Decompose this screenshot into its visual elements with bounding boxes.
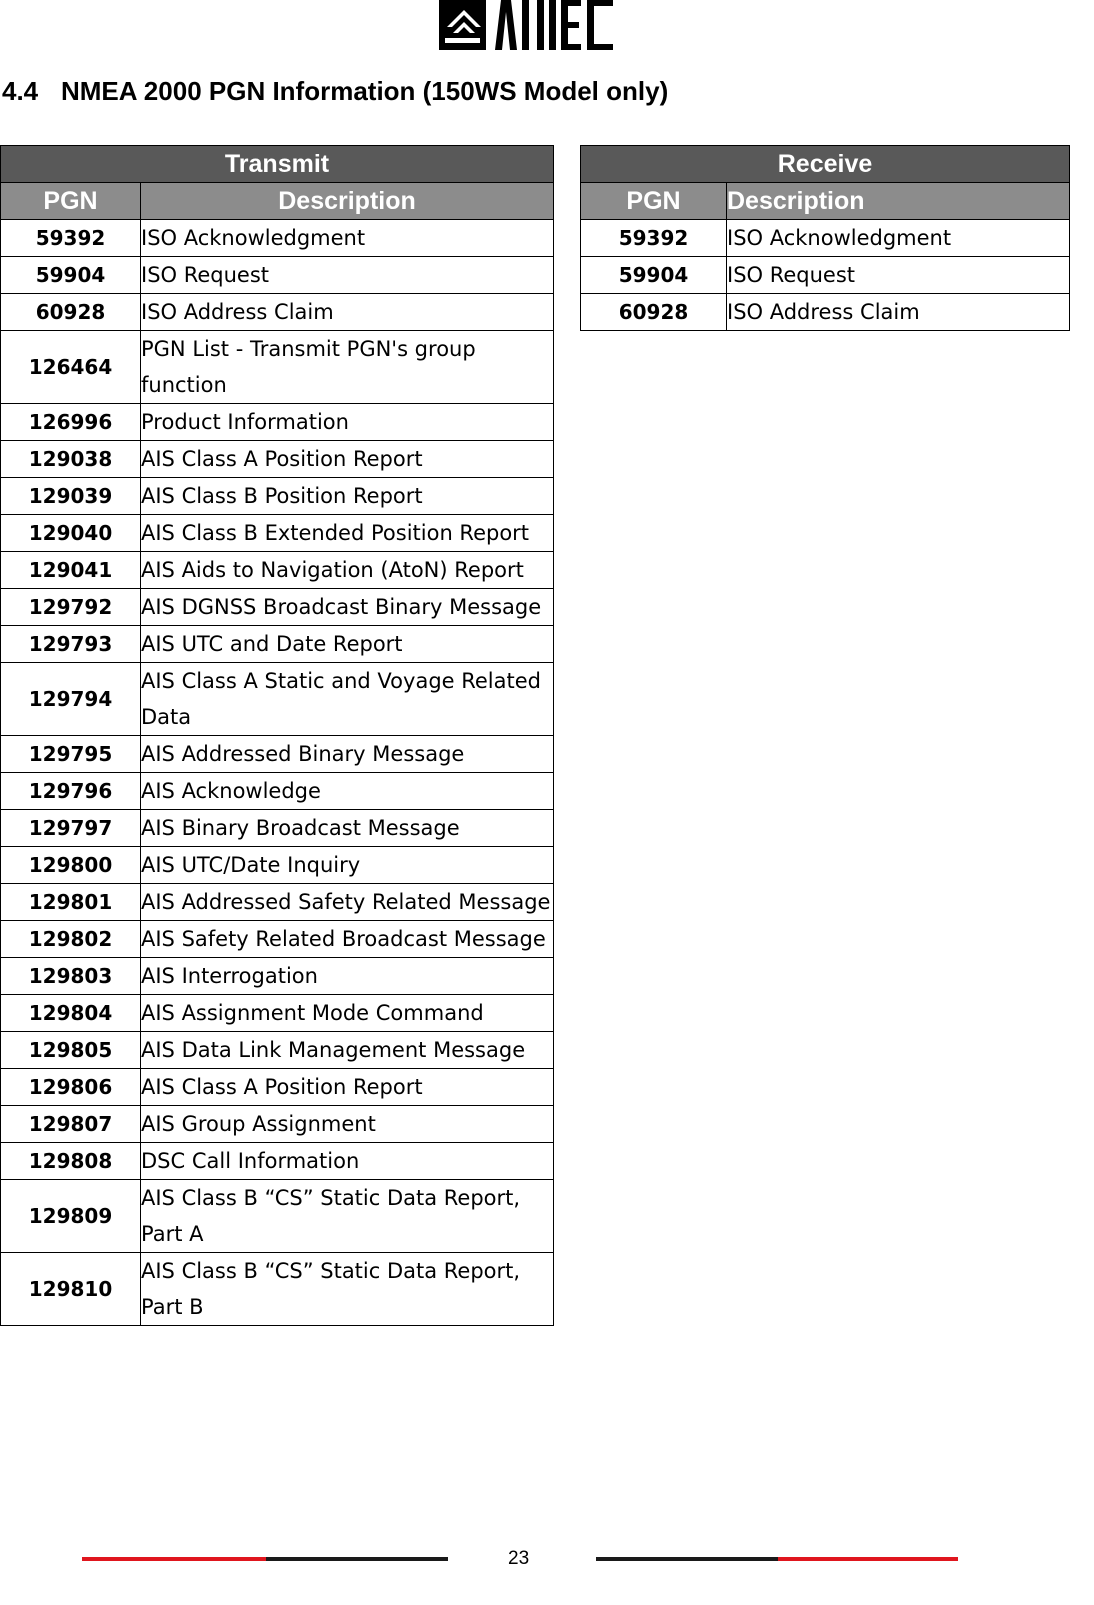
pgn-cell: 59904	[581, 257, 727, 294]
description-cell: AIS Binary Broadcast Message	[141, 810, 554, 847]
pgn-cell: 129806	[1, 1069, 141, 1106]
pgn-cell: 129794	[1, 663, 141, 736]
table-row	[1, 1253, 554, 1326]
table-row	[1, 1143, 554, 1180]
section-title-text: NMEA 2000 PGN Information (150WS Model only)	[61, 76, 669, 106]
table-row	[1, 1069, 554, 1106]
footer-line-red-right	[778, 1557, 958, 1561]
description-cell: AIS Class B “CS” Static Data Report, Part B	[141, 1253, 554, 1326]
description-cell: DSC Call Information	[141, 1143, 554, 1180]
description-cell: Product Information	[141, 404, 554, 441]
description-cell: AIS Class A Position Report	[141, 1069, 554, 1106]
description-cell: AIS Class B Extended Position Report	[141, 515, 554, 552]
pgn-cell: 129792	[1, 589, 141, 626]
receive-table	[580, 145, 1070, 331]
table-row	[1, 995, 554, 1032]
table-row	[1, 589, 554, 626]
pgn-cell: 129805	[1, 1032, 141, 1069]
table-row	[1, 404, 554, 441]
description-cell: ISO Acknowledgment	[141, 220, 554, 257]
transmit-table-body	[1, 220, 554, 1326]
table-row	[1, 257, 554, 294]
description-cell: AIS Assignment Mode Command	[141, 995, 554, 1032]
description-cell: AIS UTC and Date Report	[141, 626, 554, 663]
table-row	[581, 257, 1070, 294]
table-row	[1, 736, 554, 773]
description-cell: AIS Interrogation	[141, 958, 554, 995]
description-cell: PGN List - Transmit PGN's group function	[141, 331, 554, 404]
pgn-cell: 129810	[1, 1253, 141, 1326]
footer-line-black-right	[596, 1557, 778, 1561]
table-row	[1, 441, 554, 478]
description-cell: ISO Address Claim	[141, 294, 554, 331]
table-row	[1, 810, 554, 847]
description-cell: ISO Request	[141, 257, 554, 294]
amec-emblem-icon	[439, 0, 486, 50]
section-heading	[2, 76, 668, 107]
section-number: 4.4	[2, 76, 39, 106]
receive-col-pgn: PGN	[581, 183, 727, 220]
table-row	[1, 515, 554, 552]
table-row	[581, 220, 1070, 257]
table-row	[1, 552, 554, 589]
description-cell: ISO Request	[727, 257, 1070, 294]
table-row	[1, 958, 554, 995]
description-cell: AIS Addressed Binary Message	[141, 736, 554, 773]
description-cell: ISO Address Claim	[727, 294, 1070, 331]
footer-line-black-left	[266, 1557, 448, 1561]
pgn-cell: 59904	[1, 257, 141, 294]
pgn-cell: 129038	[1, 441, 141, 478]
page-header	[0, 0, 1094, 56]
description-cell: AIS Addressed Safety Related Message	[141, 884, 554, 921]
pgn-cell: 129793	[1, 626, 141, 663]
pgn-cell: 59392	[1, 220, 141, 257]
table-row	[1, 294, 554, 331]
table-row	[1, 626, 554, 663]
pgn-cell: 129802	[1, 921, 141, 958]
receive-table-title: Receive	[581, 146, 1070, 183]
pgn-cell: 129796	[1, 773, 141, 810]
description-cell: AIS Aids to Navigation (AtoN) Report	[141, 552, 554, 589]
description-cell: AIS Class B Position Report	[141, 478, 554, 515]
description-cell: AIS Class A Position Report	[141, 441, 554, 478]
description-cell: AIS Class B “CS” Static Data Report, Part A	[141, 1180, 554, 1253]
pgn-cell: 129800	[1, 847, 141, 884]
transmit-col-description: Description	[141, 183, 554, 220]
pgn-cell: 126464	[1, 331, 141, 404]
description-cell: AIS Acknowledge	[141, 773, 554, 810]
pgn-cell: 129803	[1, 958, 141, 995]
table-row	[1, 220, 554, 257]
table-row	[1, 331, 554, 404]
transmit-col-pgn: PGN	[1, 183, 141, 220]
footer-line-red-left	[82, 1557, 266, 1561]
transmit-table	[0, 145, 554, 1326]
table-row	[1, 478, 554, 515]
table-row	[1, 1032, 554, 1069]
description-cell: AIS DGNSS Broadcast Binary Message	[141, 589, 554, 626]
pgn-cell: 129041	[1, 552, 141, 589]
pgn-cell: 60928	[1, 294, 141, 331]
description-cell: AIS Class A Static and Voyage Related Data	[141, 663, 554, 736]
table-row	[1, 921, 554, 958]
description-cell: AIS Safety Related Broadcast Message	[141, 921, 554, 958]
table-row	[1, 884, 554, 921]
pgn-cell: 59392	[581, 220, 727, 257]
amec-logo	[439, 0, 619, 54]
description-cell: AIS Group Assignment	[141, 1106, 554, 1143]
page-number: 23	[508, 1548, 530, 1569]
pgn-cell: 126996	[1, 404, 141, 441]
table-row	[1, 847, 554, 884]
receive-col-description: Description	[727, 183, 1070, 220]
pgn-cell: 129808	[1, 1143, 141, 1180]
pgn-cell: 129795	[1, 736, 141, 773]
transmit-table-title: Transmit	[1, 146, 554, 183]
pgn-cell: 129797	[1, 810, 141, 847]
pgn-cell: 129807	[1, 1106, 141, 1143]
table-row	[1, 663, 554, 736]
description-cell: AIS Data Link Management Message	[141, 1032, 554, 1069]
pgn-cell: 129804	[1, 995, 141, 1032]
description-cell: ISO Acknowledgment	[727, 220, 1070, 257]
pgn-cell: 129809	[1, 1180, 141, 1253]
table-row	[1, 1180, 554, 1253]
pgn-cell: 129039	[1, 478, 141, 515]
table-row	[1, 773, 554, 810]
table-row	[1, 1106, 554, 1143]
pgn-cell: 60928	[581, 294, 727, 331]
pgn-cell: 129801	[1, 884, 141, 921]
amec-wordmark	[495, 0, 613, 50]
receive-table-body	[581, 220, 1070, 331]
description-cell: AIS UTC/Date Inquiry	[141, 847, 554, 884]
table-row	[581, 294, 1070, 331]
pgn-cell: 129040	[1, 515, 141, 552]
